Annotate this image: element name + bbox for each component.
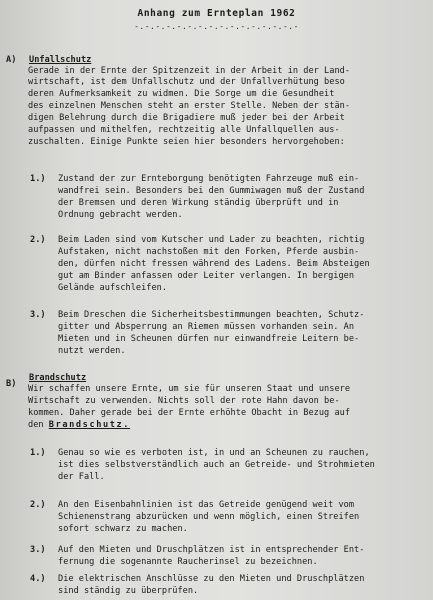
document-title: Anhang zum Ernteplan 1962 <box>137 8 296 19</box>
section-b-item-2-line: sofort schwarz zu machen. <box>58 524 188 534</box>
section-b-intro-prefix: den <box>28 420 44 430</box>
section-a-item-1-line: der Bremsen und deren Wirkung ständig überprüft und in <box>58 198 339 208</box>
section-b-heading: Brandschutz <box>29 373 87 383</box>
section-b-label: B) <box>6 379 17 389</box>
section-b-item-2-number: 2.) <box>30 500 46 510</box>
section-b-item-4-line: Die elektrischen Anschlüsse zu den Mieten und Druschplätzen <box>58 574 365 584</box>
section-a-intro-line: zuschalten. Einige Punkte seien hier besonders hervorgehoben: <box>28 137 345 147</box>
section-b-item-3-line: fernung die sogenannte Raucherinsel zu bezeichnen. <box>58 557 318 567</box>
section-b-item-1-line: der Fall. <box>58 472 105 482</box>
section-a-heading: Unfallschutz <box>29 55 92 65</box>
section-b-item-3-line: Auf den Mieten und Druschplätzen ist in entsprechender Ent- <box>58 545 365 555</box>
section-a-item-1-line: wandfrei sein. Besonders bei den Gummiwagen muß der Zustand <box>58 186 365 196</box>
section-a-item-1-line: Ordnung gebracht werden. <box>58 210 183 220</box>
section-b-intro-line: Wir schaffen unsere Ernte, um sie für unseren Staat und unsere <box>28 384 351 394</box>
section-a-item-2-line: Aufstaken, nicht nachstoßen mit den Forken, Pferde ausbin- <box>58 247 360 257</box>
section-a-item-3-line: Beim Dreschen die Sicherheitsbestimmungen beachten, Schutz- <box>58 310 365 320</box>
section-b-item-3-number: 3.) <box>30 545 46 555</box>
section-a-item-2-line: den, dürfen nicht fressen während des Ladens. Beim Absteigen <box>58 259 370 269</box>
section-b-item-4-number: 4.) <box>30 574 46 584</box>
section-a-item-1-number: 1.) <box>30 174 46 184</box>
section-a-label: A) <box>6 55 17 65</box>
section-a-item-2-line: Gelände aufschleifen. <box>58 283 168 293</box>
section-a-item-3-number: 3.) <box>30 310 46 320</box>
title-underline: -.-.-.-.-.-.-.-.-.-.-.-.-.-.-.- <box>134 22 299 31</box>
section-b-intro-line: Wirtschaft zu verwenden. Nichts soll der rote Hahn davon be- <box>28 396 340 406</box>
section-a-item-2-number: 2.) <box>30 235 46 245</box>
section-a-item-1-line: Zustand der zur Ernteborgung benötigten Fahrzeuge muß ein- <box>58 174 360 184</box>
section-b-emphasis: Brandschutz. <box>48 420 131 430</box>
section-a-item-3-line: gitter und Absperrung an Riemen müssen vorhanden sein. An <box>58 322 355 332</box>
section-b-item-4-line: sind ständig zu überprüfen. <box>58 586 199 596</box>
section-a-item-2-line: Beim Laden sind vom Kutscher und Lader zu beachten, richtig <box>58 235 365 245</box>
section-b-item-1-line: ist dies selbstverständlich auch an Getreide- und Strohmieten <box>58 460 375 470</box>
section-a-intro-line: Gerade in der Ernte der Spitzenzeit in der Arbeit in der Land- <box>28 66 351 76</box>
section-b-item-1-line: Genau so wie es verboten ist, in und an Scheunen zu rauchen, <box>58 448 370 458</box>
section-b-item-2-line: Schienenstrang abzurücken und wenn möglich, einen Streifen <box>58 512 360 522</box>
section-a-intro-line: aufpassen und mithelfen, rechtzeitig alle Unfallquellen aus- <box>28 125 340 135</box>
section-a-item-3-line: Mieten und in Scheunen dürfen nur einwandfreie Leitern be- <box>58 334 360 344</box>
section-b-item-2-line: An den Eisenbahnlinien ist das Getreide genügend weit vom <box>58 500 355 510</box>
section-a-intro-line: des einzelnen Menschen steht an erster Stelle. Neben der stän- <box>28 101 351 111</box>
section-b-intro-line <box>28 420 130 431</box>
section-a-intro-line: digen Belehrung durch die Brigadiere muß jeder bei der Arbeit <box>28 113 345 123</box>
section-a-item-3-line: nutzt werden. <box>58 346 126 356</box>
section-a-intro-line: deren Aufmerksamkeit zu widmen. Die Sorge um die Gesundheit <box>28 89 335 99</box>
section-b-intro-line: kommen. Daher gerade bei der Ernte erhöhte Obacht in Bezug auf <box>28 408 351 418</box>
section-b-item-1-number: 1.) <box>30 448 46 458</box>
section-a-intro-line: wirtschaft, ist dem Unfallschutz und der Unfallverhütung beso <box>28 77 345 87</box>
section-a-item-2-line: gut am Binder anfassen oder Leiter verlangen. In bergigen <box>58 271 355 281</box>
